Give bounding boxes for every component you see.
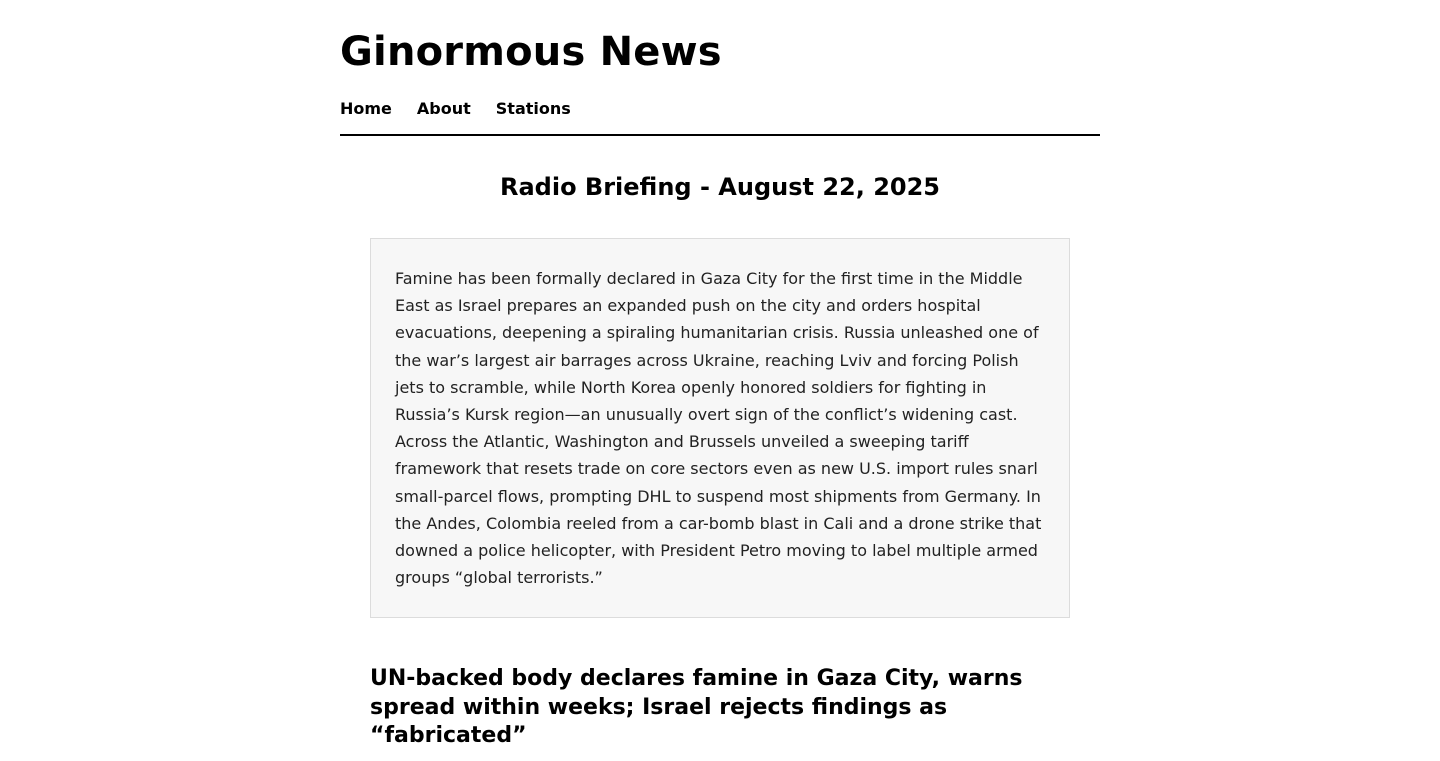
page: [340, 0, 1100, 751]
briefing-summary-text: Famine has been formally declared in Gaza City for the first time in the Middle East as Israel prepares an expanded push on the city and orders hospital evacuations, deepening a spiraling humanitarian crisis. Russia unleashed one of the war’s largest air barrages across Ukraine, reaching Lviv and forcing Polish jets to scramble, while North Korea openly honored soldiers for fighting in Russia’s Kursk region—an unusually overt sign of the conflict’s widening cast. Across the Atlantic, Washington and Brussels unveiled a sweeping tariff framework that resets trade on core sectors even as new U.S. import rules snarl small-parcel flows, prompting DHL to suspend most shipments from Germany. In the Andes, Colombia reeled from a car-bomb blast in Cali and a drone strike that downed a police helicopter, with President Petro moving to label multiple armed groups “global terrorists.”: [395, 269, 1042, 588]
story-headline[interactable]: UN-backed body declares famine in Gaza City, warns spread within weeks; Israel rejects findings as “fabricated”: [370, 666, 1023, 749]
main-nav: [340, 99, 1100, 125]
nav-about-link[interactable]: About: [416, 99, 471, 118]
nav-home-link[interactable]: Home: [340, 99, 392, 118]
site-title[interactable]: Ginormous News: [340, 29, 722, 75]
nav-stations-link[interactable]: Stations: [495, 99, 571, 118]
briefing-title: Radio Briefing - August 22, 2025: [500, 173, 940, 201]
site-header: [340, 0, 1100, 136]
main-content: [340, 172, 1100, 751]
story-article: [340, 665, 1100, 751]
briefing-summary-box: [370, 238, 1070, 618]
header-divider: [340, 134, 1100, 136]
